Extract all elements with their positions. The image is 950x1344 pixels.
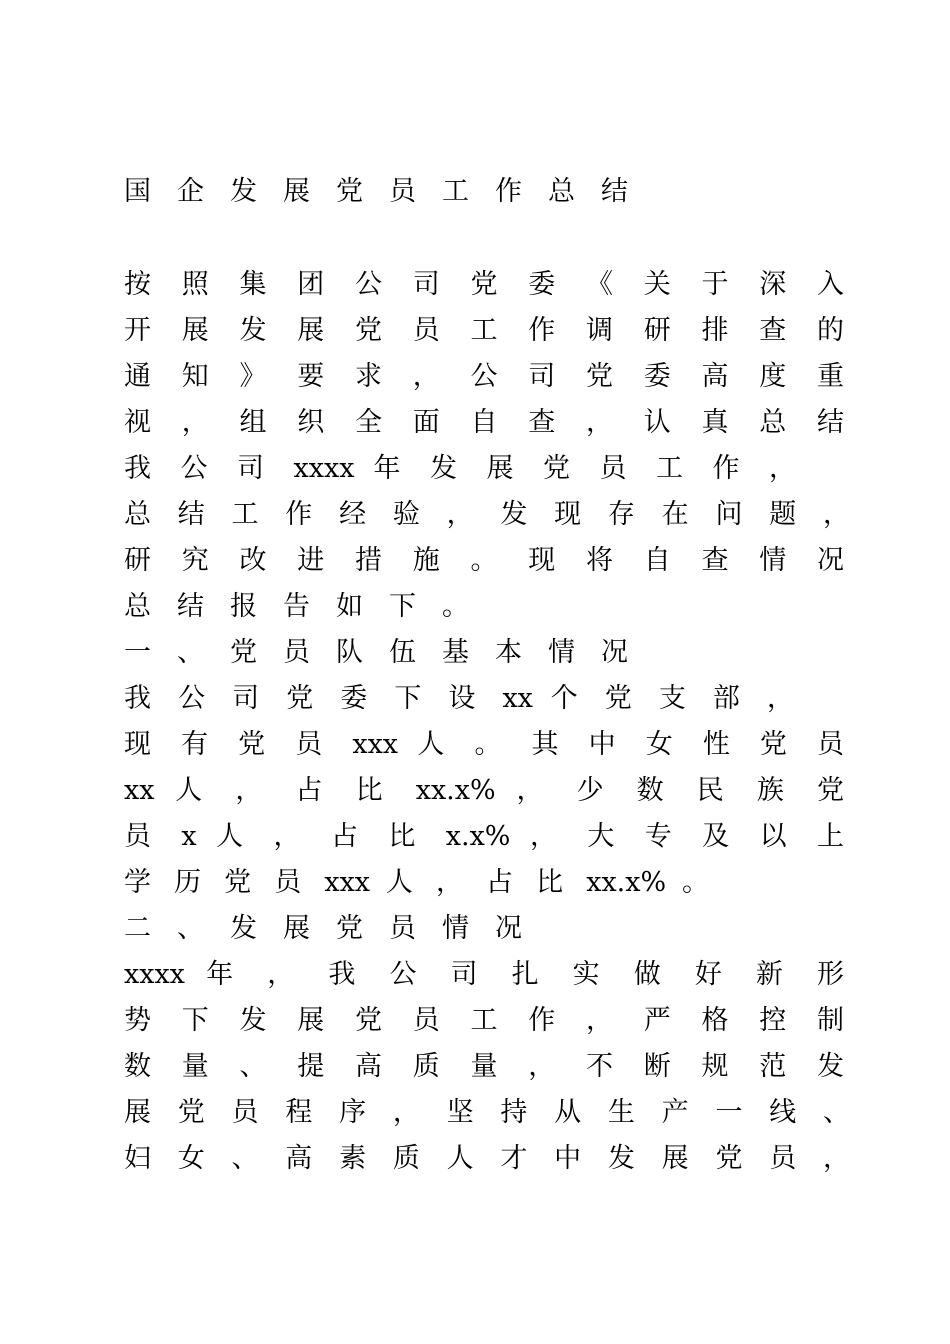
body-line-19: 展 党 员 程 序 ， 坚 持 从 生 产 一 线 、 — [124, 1097, 850, 1128]
body-line-7: 研 究 改 进 措 施 。 现 将 自 查 情 况 — [124, 545, 844, 576]
body-line-10: 我 公 司 党 委 下 设 xx 个 党 支 部 ， — [124, 683, 794, 714]
body-line-20: 妇 女 、 高 素 质 人 才 中 发 展 党 员 ， — [124, 1143, 850, 1174]
section-heading-1: 一、党员队伍基本情况 — [124, 637, 654, 668]
body-line-8: 总结报告如下。 — [124, 591, 495, 622]
body-line-17: 势 下 发 展 党 员 工 作 ， 严 格 控 制 — [124, 1005, 844, 1036]
body-line-11: 现 有 党 员 xxx 人 。 其 中 女 性 党 员 — [124, 729, 844, 760]
body-line-4: 视 ， 组 织 全 面 自 查 ， 认 真 总 结 — [124, 407, 844, 438]
body-line-3: 通 知 》 要 求 ， 公 司 党 委 高 度 重 — [124, 361, 844, 392]
body-line-12: xx 人 ， 占 比 xx.x% ， 少 数 民 族 党 — [124, 775, 844, 806]
section-heading-2: 二、发展党员情况 — [124, 913, 548, 944]
body-line-16: xxxx 年 ， 我 公 司 扎 实 做 好 新 形 — [124, 959, 844, 990]
document-title: 国企发展党员工作总结 — [124, 176, 654, 207]
body-line-1: 按 照 集 团 公 司 党 委 《 关 于 深 入 — [124, 269, 844, 300]
body-line-5: 我 公 司 xxxx 年 发 展 党 员 工 作 ， — [124, 453, 796, 484]
body-line-13: 员 x 人 ， 占 比 x.x% ， 大 专 及 以 上 — [124, 821, 844, 852]
body-line-18: 数 量 、 提 高 质 量 ， 不 断 规 范 发 — [124, 1051, 844, 1082]
body-line-2: 开 展 发 展 党 员 工 作 调 研 排 查 的 — [124, 315, 844, 346]
body-line-6: 总 结 工 作 经 验 ， 发 现 存 在 问 题 ， — [124, 499, 850, 530]
body-line-14: 学 历 党 员 xxx 人 ， 占 比 xx.x% 。 — [124, 867, 709, 898]
